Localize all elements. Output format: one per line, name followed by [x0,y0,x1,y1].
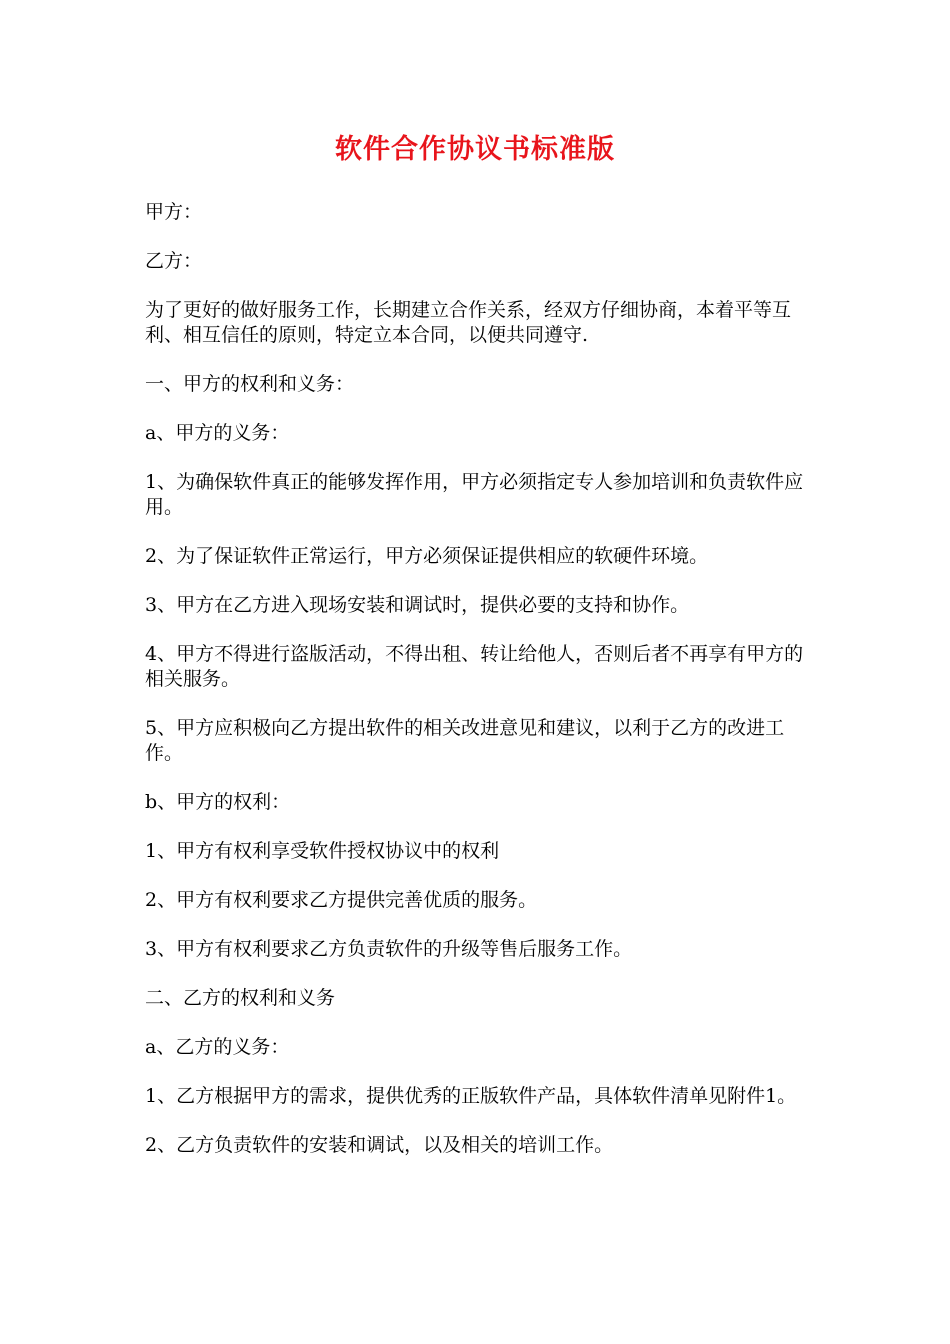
document-title: 软件合作协议书标准版 [335,134,615,165]
subsection-heading-a-obligations: a、甲方的义务： [145,422,290,444]
clause-item: 5、甲方应积极向乙方提出软件的相关改进意见和建议，以利于乙方的改进工作。 [145,717,785,764]
clause-item: 1、甲方有权利享受软件授权协议中的权利 [145,840,500,862]
clause-item: 2、乙方负责软件的安装和调试，以及相关的培训工作。 [145,1134,614,1156]
clause-item: 1、乙方根据甲方的需求，提供优秀的正版软件产品，具体软件清单见附件1。 [145,1085,797,1107]
clause-item: 2、为了保证软件正常运行，甲方必须保证提供相应的软硬件环境。 [145,545,709,567]
clause-item: 2、甲方有权利要求乙方提供完善优质的服务。 [145,889,538,911]
party-b-line: 乙方： [145,250,203,272]
clause-item: 4、甲方不得进行盗版活动，不得出租、转让给他人，否则后者不再享有甲方的相关服务。 [145,643,804,690]
section-heading-party-b: 二、乙方的权利和义务 [145,987,336,1009]
subsection-heading-b-obligations: a、乙方的义务： [145,1036,290,1058]
section-heading-party-a: 一、甲方的权利和义务： [145,373,355,395]
party-a-line: 甲方： [145,201,203,223]
clause-item: 3、甲方有权利要求乙方负责软件的升级等售后服务工作。 [145,938,633,960]
preamble-paragraph: 为了更好的做好服务工作，长期建立合作关系，经双方仔细协商，本着平等互利、相互信任的原则，特定立本合同，以便共同遵守. [145,299,792,346]
document-body [145,200,810,1182]
subsection-heading-a-rights: b、甲方的权利： [145,791,291,813]
clause-item: 1、为确保软件真正的能够发挥作用，甲方必须指定专人参加培训和负责软件应用。 [145,471,804,518]
clause-item: 3、甲方在乙方进入现场安装和调试时，提供必要的支持和协作。 [145,594,690,616]
